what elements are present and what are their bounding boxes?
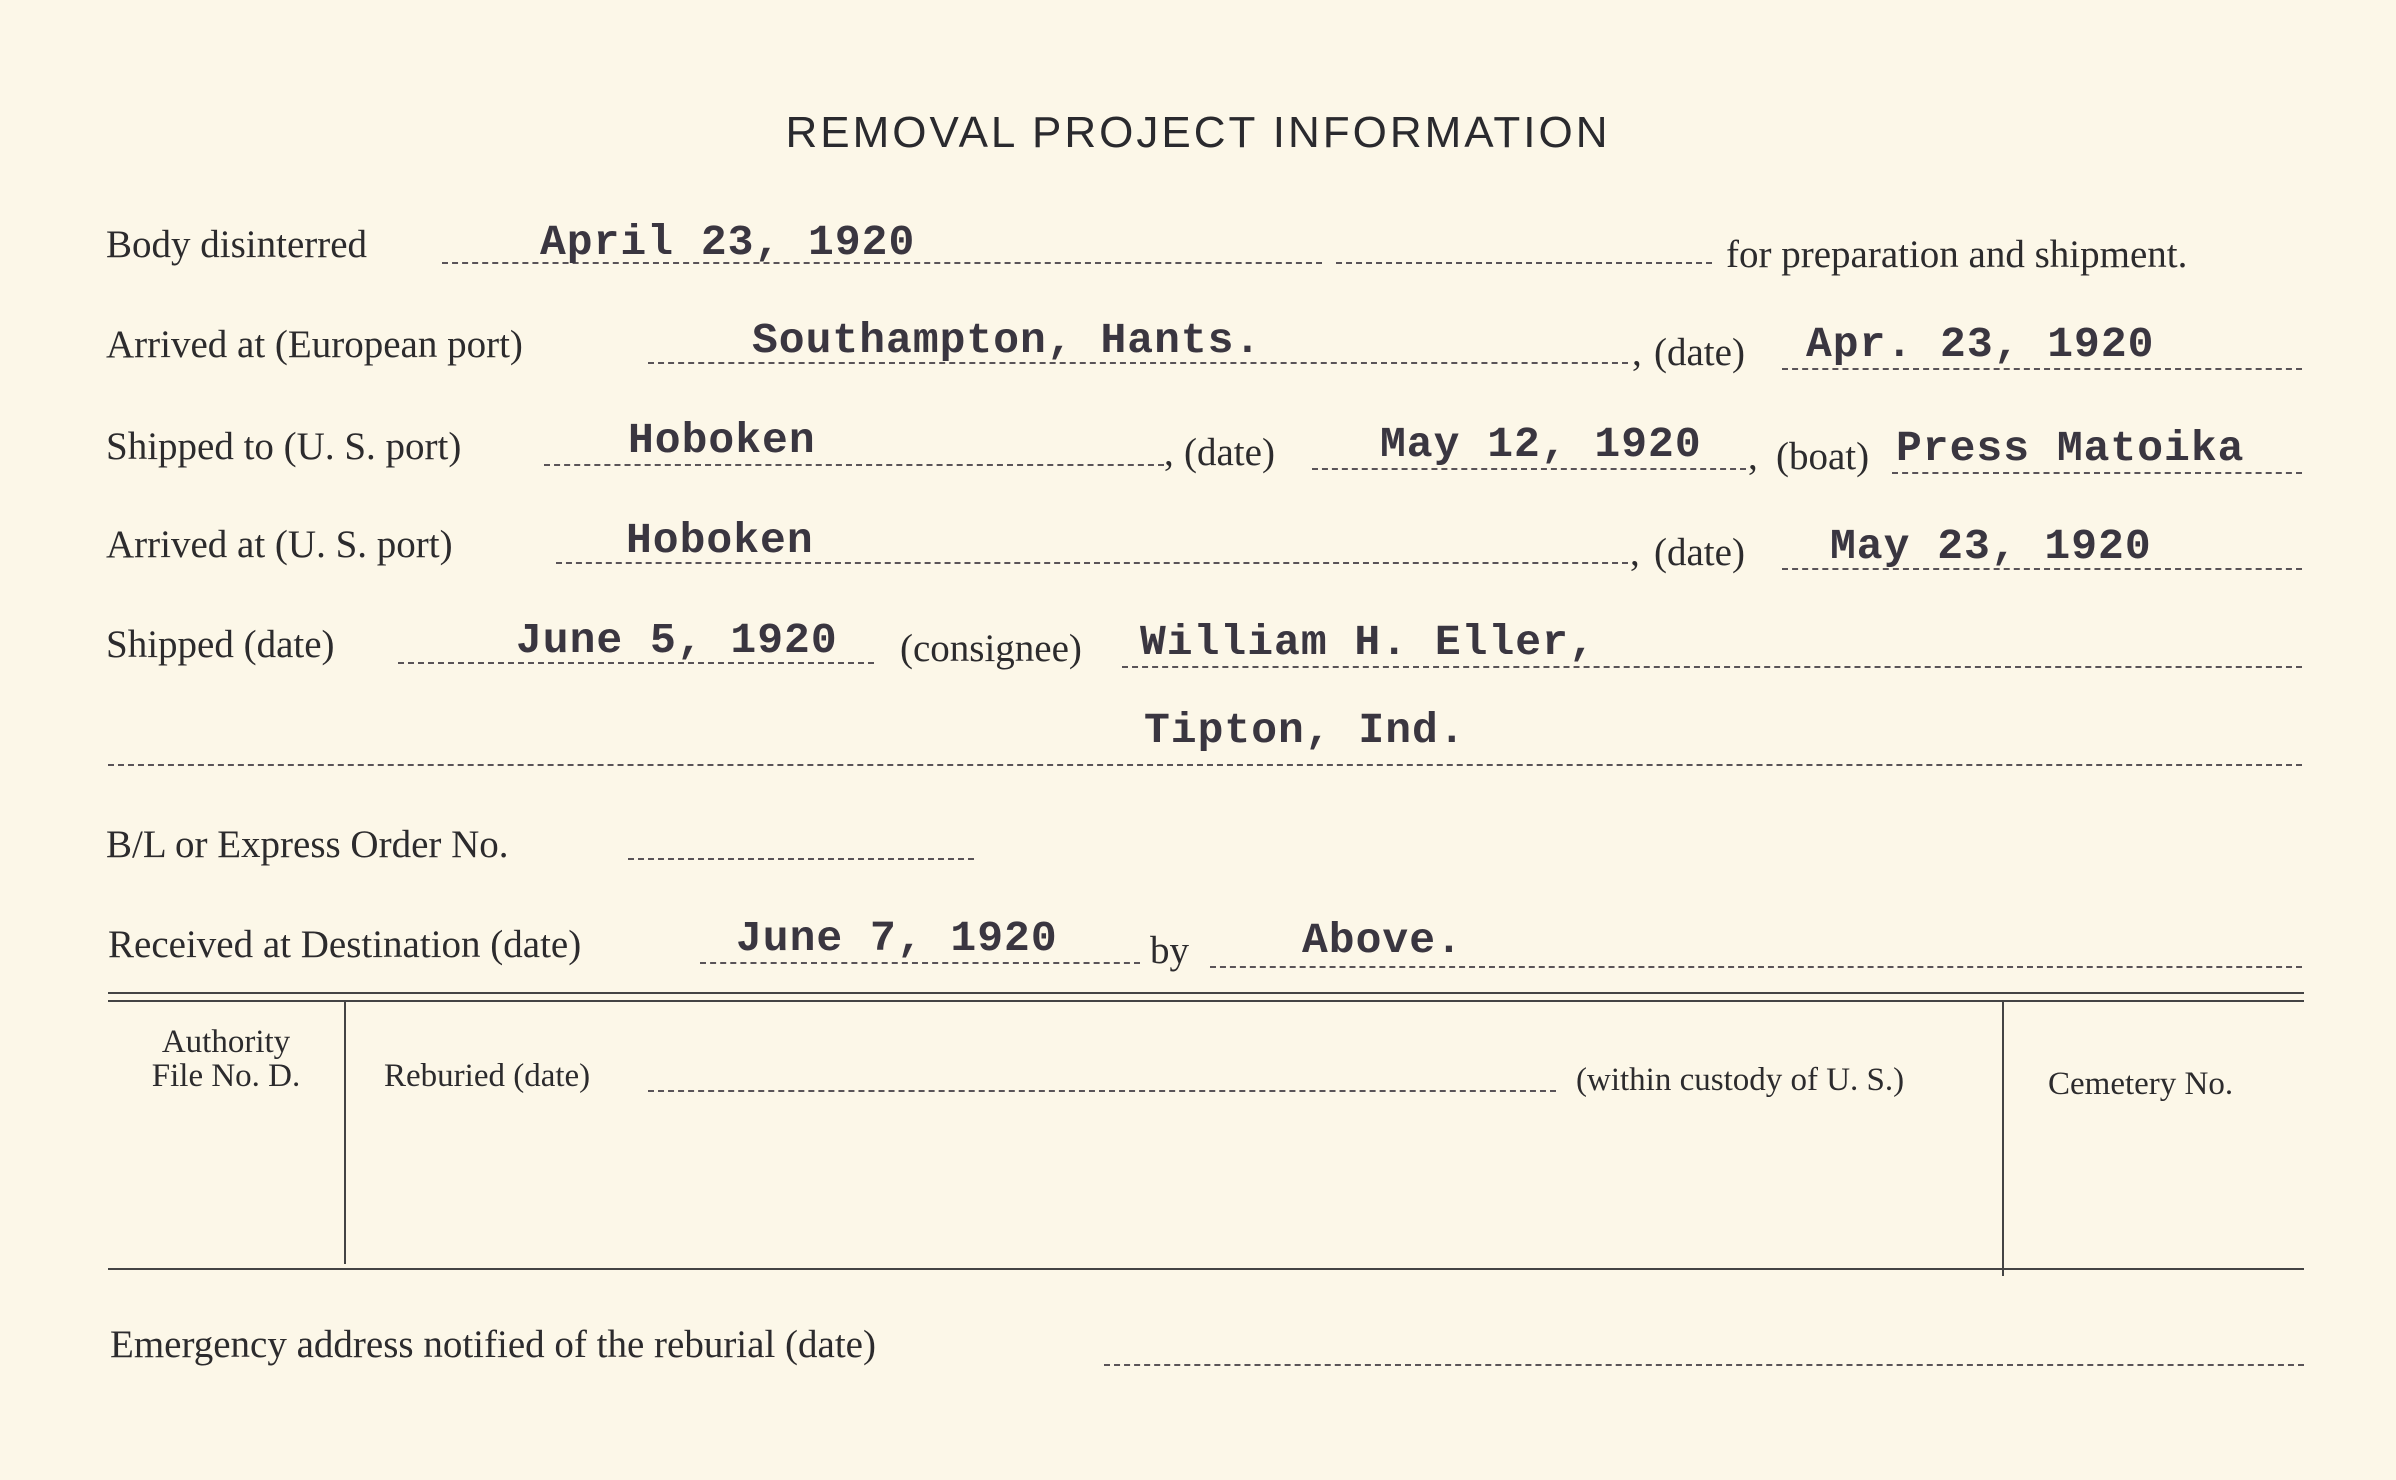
european-date-value[interactable]: Apr. 23, 1920 [1806,320,2155,369]
for-preparation-label: for preparation and shipment. [1726,233,2188,276]
reburied-label: Reburied (date) [384,1058,591,1094]
by-label: by [1150,929,1189,972]
received-label: Received at Destination (date) [108,923,582,966]
shipped-date-label: (date) [1184,431,1275,474]
box-bottom-rule [108,1268,2304,1270]
consignee-address-value[interactable]: Tipton, Ind. [1144,706,1466,755]
received-by-value[interactable]: Above. [1302,916,1463,965]
comma: , [1630,531,1640,574]
box-divider-right [2002,1000,2004,1276]
european-date-label: (date) [1654,331,1745,374]
boat-value[interactable]: Press Matoika [1896,424,2245,473]
arrived-date-value[interactable]: May 23, 1920 [1830,522,2152,571]
comma: , [1164,431,1174,474]
consignee-label: (consignee) [900,627,1082,670]
comma: , [1632,331,1642,374]
within-custody-label: (within custody of U. S.) [1576,1062,1905,1098]
arrived-european-label: Arrived at (European port) [106,323,523,366]
european-port-value[interactable]: Southampton, Hants. [752,316,1262,365]
authority-label: Authority [161,1024,291,1060]
dotted-line [1336,262,1712,264]
dotted-line [1210,966,2302,968]
file-no-label: File No. D. [151,1058,301,1094]
cemetery-label: Cemetery No. [2048,1066,2234,1102]
emergency-label: Emergency address notified of the reburial (date) [110,1323,876,1366]
emergency-date-field[interactable] [1104,1364,2304,1366]
dotted-line [108,764,2302,766]
us-port-arrived-value[interactable]: Hoboken [626,516,814,565]
consignee-name-value[interactable]: William H. Eller, [1140,618,1596,667]
disinterred-date-value[interactable]: April 23, 1920 [540,218,916,267]
box-top-rule-double [108,1000,2304,1002]
box-divider-left [344,1000,346,1264]
us-port-shipped-value[interactable]: Hoboken [628,416,816,465]
reburied-date-field[interactable] [648,1090,1556,1092]
shipped-date-value[interactable]: May 12, 1920 [1380,420,1702,469]
arrived-us-label: Arrived at (U. S. port) [106,523,453,566]
boat-label: (boat) [1776,435,1870,478]
card-title: REMOVAL PROJECT INFORMATION [785,108,1611,157]
shipped-to-us-label: Shipped to (U. S. port) [106,425,462,468]
box-top-rule [108,992,2304,994]
shipped-out-label: Shipped (date) [106,623,335,666]
shipped-out-date-value[interactable]: June 5, 1920 [516,616,838,665]
body-disinterred-label: Body disinterred [106,223,368,266]
received-date-value[interactable]: June 7, 1920 [736,914,1058,963]
comma: , [1748,435,1758,478]
bl-label: B/L or Express Order No. [106,823,509,866]
bl-number-field[interactable] [628,858,974,860]
arrived-date-label: (date) [1654,531,1745,574]
